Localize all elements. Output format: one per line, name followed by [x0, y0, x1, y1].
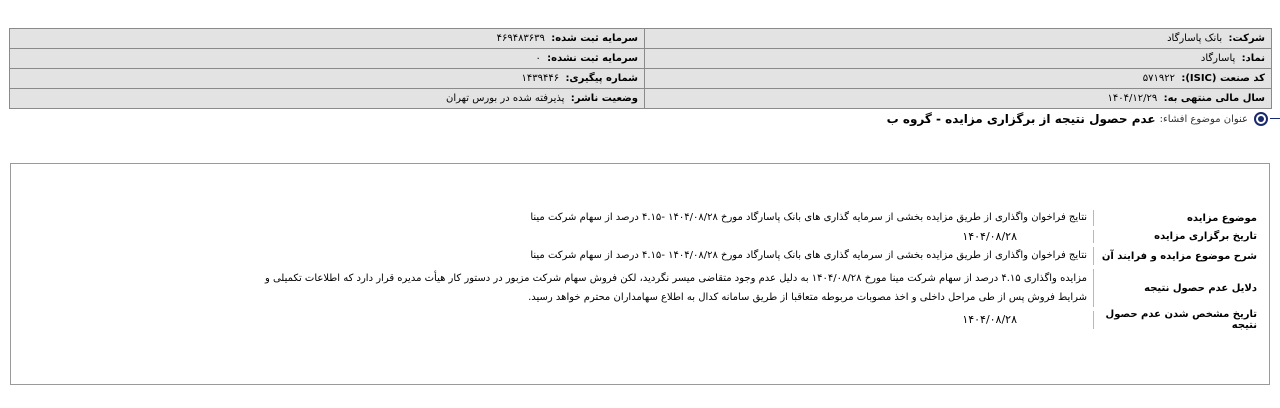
detail-value: نتایج فراخوان واگذاری از طریق مزایده بخشی از سرمایه گذاری های بانک پاسارگاد مورخ ۱۴۰۴/۰۸/۲۸ -۴.۱۵ درصد از سهام شرکت مینا	[530, 250, 1087, 261]
detail-value: ۱۴۰۴/۰۸/۲۸	[962, 313, 1017, 326]
isic-label: کد صنعت (ISIC):	[1181, 73, 1265, 84]
publisher-status-label: وضعیت ناشر:	[570, 93, 638, 104]
detail-value-cell	[69, 267, 1093, 309]
topic-title: عدم حصول نتیجه از برگزاری مزایده - گروه ب	[886, 112, 1156, 126]
detail-value-line: شرایط فروش پس از طی مراحل داخلی و اخذ مصوبات مربوطه متعاقبا از طریق سامانه کدال به اطلاع سهامداران محترم خواهد رسید.	[528, 292, 1087, 303]
fiscal-year-value: ۱۴۰۴/۱۲/۲۹	[1107, 93, 1158, 104]
isic-cell	[645, 69, 1272, 89]
tracking-number-cell	[10, 69, 645, 89]
topic-connector-line	[1270, 118, 1280, 119]
publisher-status-cell	[10, 89, 645, 109]
tracking-number-label: شماره پیگیری:	[565, 73, 638, 84]
detail-value-cell	[69, 228, 1093, 245]
company-label: شرکت:	[1228, 33, 1265, 44]
detail-value: نتایج فراخوان واگذاری از طریق مزایده بخشی از سرمایه گذاری های بانک پاسارگاد مورخ ۱۴۰۴/۰۸/۲۸ -۴.۱۵ درصد از سهام شرکت مینا	[530, 212, 1087, 223]
detail-row	[69, 267, 1259, 309]
divider	[1093, 230, 1094, 243]
unregistered-capital-cell	[10, 49, 645, 69]
registered-capital-cell	[10, 29, 645, 49]
topic-label: عنوان موضوع افشاء:	[1159, 113, 1248, 125]
unregistered-capital-label: سرمایه ثبت نشده:	[547, 53, 638, 64]
info-row	[10, 69, 1272, 89]
divider	[1093, 269, 1094, 307]
registered-capital-value: ۴۶۹۴۸۳۶۳۹	[496, 33, 545, 44]
info-row	[10, 49, 1272, 69]
symbol-value: پاسارگاد	[1200, 53, 1236, 64]
info-row	[10, 29, 1272, 49]
symbol-cell	[645, 49, 1272, 69]
divider	[1093, 247, 1094, 265]
unregistered-capital-value: ۰	[535, 53, 541, 64]
detail-value-cell	[69, 309, 1093, 331]
detail-value-line: مزایده واگذاری ۴.۱۵ درصد از سهام شرکت مینا مورخ ۱۴۰۴/۰۸/۲۸ به دلیل عدم وجود متقاضی میسر نگردید، لکن فروش سهام شرکت مزبور در دستور کار هیأت مدیره قرار دارد که اطلاعات تکمیلی و	[264, 273, 1087, 284]
detail-value: ۱۴۰۴/۰۸/۲۸	[962, 229, 1017, 243]
divider	[1093, 311, 1094, 329]
info-row	[10, 89, 1272, 109]
detail-label: موضوع مزایده	[1187, 212, 1257, 224]
divider	[1093, 210, 1094, 226]
detail-row	[69, 228, 1259, 245]
tracking-number-value: ۱۴۳۹۴۴۶	[521, 73, 560, 84]
auction-details-list	[69, 208, 1259, 331]
disclosure-topic	[887, 111, 1268, 127]
detail-row	[69, 208, 1259, 228]
radio-dot	[1258, 116, 1264, 122]
detail-label: تاریخ برگزاری مزایده	[1154, 231, 1257, 242]
radio-bullet-icon	[1254, 112, 1268, 126]
symbol-label: نماد:	[1241, 53, 1265, 64]
auction-details-panel	[10, 163, 1270, 385]
detail-label: دلایل عدم حصول نتیجه	[1144, 282, 1257, 294]
detail-row	[69, 245, 1259, 267]
publisher-status-value: پذیرفته شده در بورس تهران	[446, 93, 565, 104]
company-cell	[645, 29, 1272, 49]
registered-capital-label: سرمایه ثبت شده:	[551, 33, 638, 44]
detail-label: شرح موضوع مزایده و فرایند آن	[1101, 250, 1257, 262]
detail-row	[69, 309, 1259, 331]
detail-label: تاریخ مشخص شدن عدم حصول نتیجه	[1105, 309, 1257, 331]
fiscal-year-label: سال مالی منتهی به:	[1163, 93, 1265, 104]
fiscal-year-cell	[645, 89, 1272, 109]
company-info-table	[9, 28, 1272, 109]
isic-value: ۵۷۱۹۲۲	[1142, 73, 1175, 84]
company-value: بانک پاسارگاد	[1167, 33, 1223, 44]
